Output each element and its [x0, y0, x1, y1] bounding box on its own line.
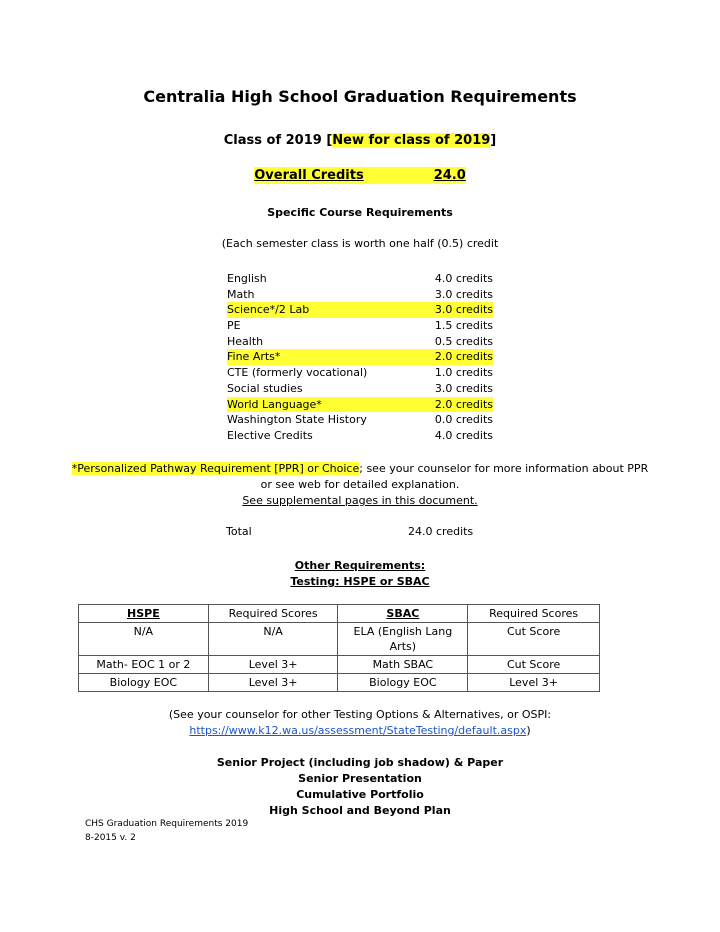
- course-name: PE: [227, 319, 241, 333]
- footer-line: CHS Graduation Requirements 2019: [85, 819, 249, 829]
- course-name: World Language*: [227, 397, 322, 411]
- specific-requirements-heading: Specific Course Requirements: [267, 206, 453, 219]
- course-credits: 2.0 credits: [434, 397, 493, 411]
- ospi-link[interactable]: https://www.k12.wa.us/assessment/StateTesting/default.aspx: [189, 724, 527, 737]
- counselor-note: (See your counselor for other Testing Options & Alternatives, or OSPI:: [168, 708, 552, 721]
- course-name: Math: [227, 287, 255, 301]
- course-credits: 3.0 credits: [434, 303, 493, 317]
- course-row: [227, 381, 493, 397]
- course-name: Science*/2 Lab: [227, 303, 310, 317]
- table-row: [79, 674, 600, 692]
- table-row: [79, 656, 600, 674]
- ppr-highlight: *Personalized Pathway Requirement [PPR] or Choice: [71, 462, 360, 475]
- course-credits: 1.0 credits: [434, 366, 493, 380]
- ppr-note-line2: or see web for detailed explanation.: [260, 478, 460, 491]
- course-row-highlighted: [227, 302, 493, 318]
- page-title: Centralia High School Graduation Requirements: [143, 87, 577, 106]
- course-row: [227, 428, 493, 444]
- table-row: [79, 623, 600, 656]
- overall-credits-line: [0, 167, 720, 184]
- ppr-note: [0, 461, 720, 477]
- class-of-label: Class of 2019: [223, 133, 327, 148]
- course-credits: 4.0 credits: [434, 428, 493, 442]
- table-header-row: [79, 605, 600, 623]
- ppr-rest: ; see your counselor for more information about PPR: [359, 462, 649, 475]
- table-header: Required Scores: [468, 605, 600, 623]
- table-cell: N/A: [79, 623, 209, 656]
- table-cell: Math- EOC 1 or 2: [79, 656, 209, 674]
- table-cell: ELA (English Lang Arts): [338, 623, 468, 656]
- table-cell: N/A: [208, 623, 338, 656]
- testing-table: [78, 604, 600, 692]
- senior-requirement: Senior Presentation: [298, 772, 422, 785]
- course-credits: 1.5 credits: [434, 319, 493, 333]
- course-row: [227, 334, 493, 350]
- table-cell: Math SBAC: [338, 656, 468, 674]
- course-credits: 3.0 credits: [434, 381, 493, 395]
- semester-note: (Each semester class is worth one half (0.5) credit: [221, 237, 499, 250]
- bracket-open: [: [326, 133, 333, 148]
- footer-version: 8-2015 v. 2: [85, 833, 136, 843]
- table-cell: Biology EOC: [338, 674, 468, 692]
- course-row-highlighted: [227, 397, 493, 413]
- course-credits: 0.0 credits: [434, 413, 493, 427]
- table-header: HSPE: [79, 605, 209, 623]
- course-row: [227, 412, 493, 428]
- bracket-close: ]: [490, 133, 497, 148]
- other-requirements-heading: Other Requirements:: [294, 559, 426, 572]
- course-name: Washington State History: [227, 413, 367, 427]
- course-credits: 2.0 credits: [434, 350, 493, 364]
- table-header: Required Scores: [208, 605, 338, 623]
- course-credits: 0.5 credits: [434, 334, 493, 348]
- overall-credits-value: 24.0: [433, 168, 466, 183]
- total-value: 24.0 credits: [408, 525, 474, 538]
- course-name: English: [227, 272, 267, 285]
- ospi-close-paren: ): [526, 724, 531, 737]
- overall-credits-box: [254, 167, 466, 184]
- course-requirements-list: [227, 271, 493, 444]
- overall-credits-label: Overall Credits: [254, 168, 364, 183]
- senior-requirement: Cumulative Portfolio: [296, 788, 424, 801]
- course-name: Fine Arts*: [227, 350, 281, 364]
- table-cell: Biology EOC: [79, 674, 209, 692]
- table-cell: Cut Score: [468, 656, 600, 674]
- ospi-link-line: [0, 724, 720, 737]
- table-cell: Level 3+: [208, 656, 338, 674]
- table-cell: Level 3+: [468, 674, 600, 692]
- course-name: Social studies: [227, 381, 303, 395]
- course-credits: 4.0 credits: [434, 272, 493, 285]
- table-header: SBAC: [338, 605, 468, 623]
- course-row-highlighted: [227, 349, 493, 365]
- course-row: [227, 271, 493, 287]
- supplemental-pages-note: See supplemental pages in this document.: [242, 494, 478, 507]
- course-row: [227, 287, 493, 303]
- course-name: CTE (formerly vocational): [227, 366, 368, 380]
- senior-requirement: High School and Beyond Plan: [269, 804, 451, 817]
- table-cell: Cut Score: [468, 623, 600, 656]
- course-name: Health: [227, 334, 264, 348]
- course-row: [227, 365, 493, 381]
- course-name: Elective Credits: [227, 428, 313, 442]
- new-for-class-badge: New for class of 2019: [332, 133, 491, 148]
- total-label: Total: [226, 525, 252, 538]
- course-credits: 3.0 credits: [434, 287, 493, 301]
- testing-heading: Testing: HSPE or SBAC: [290, 575, 430, 588]
- class-of-line: [0, 133, 720, 148]
- table-cell: Level 3+: [208, 674, 338, 692]
- course-row: [227, 318, 493, 334]
- senior-requirement: Senior Project (including job shadow) & Paper: [216, 756, 504, 769]
